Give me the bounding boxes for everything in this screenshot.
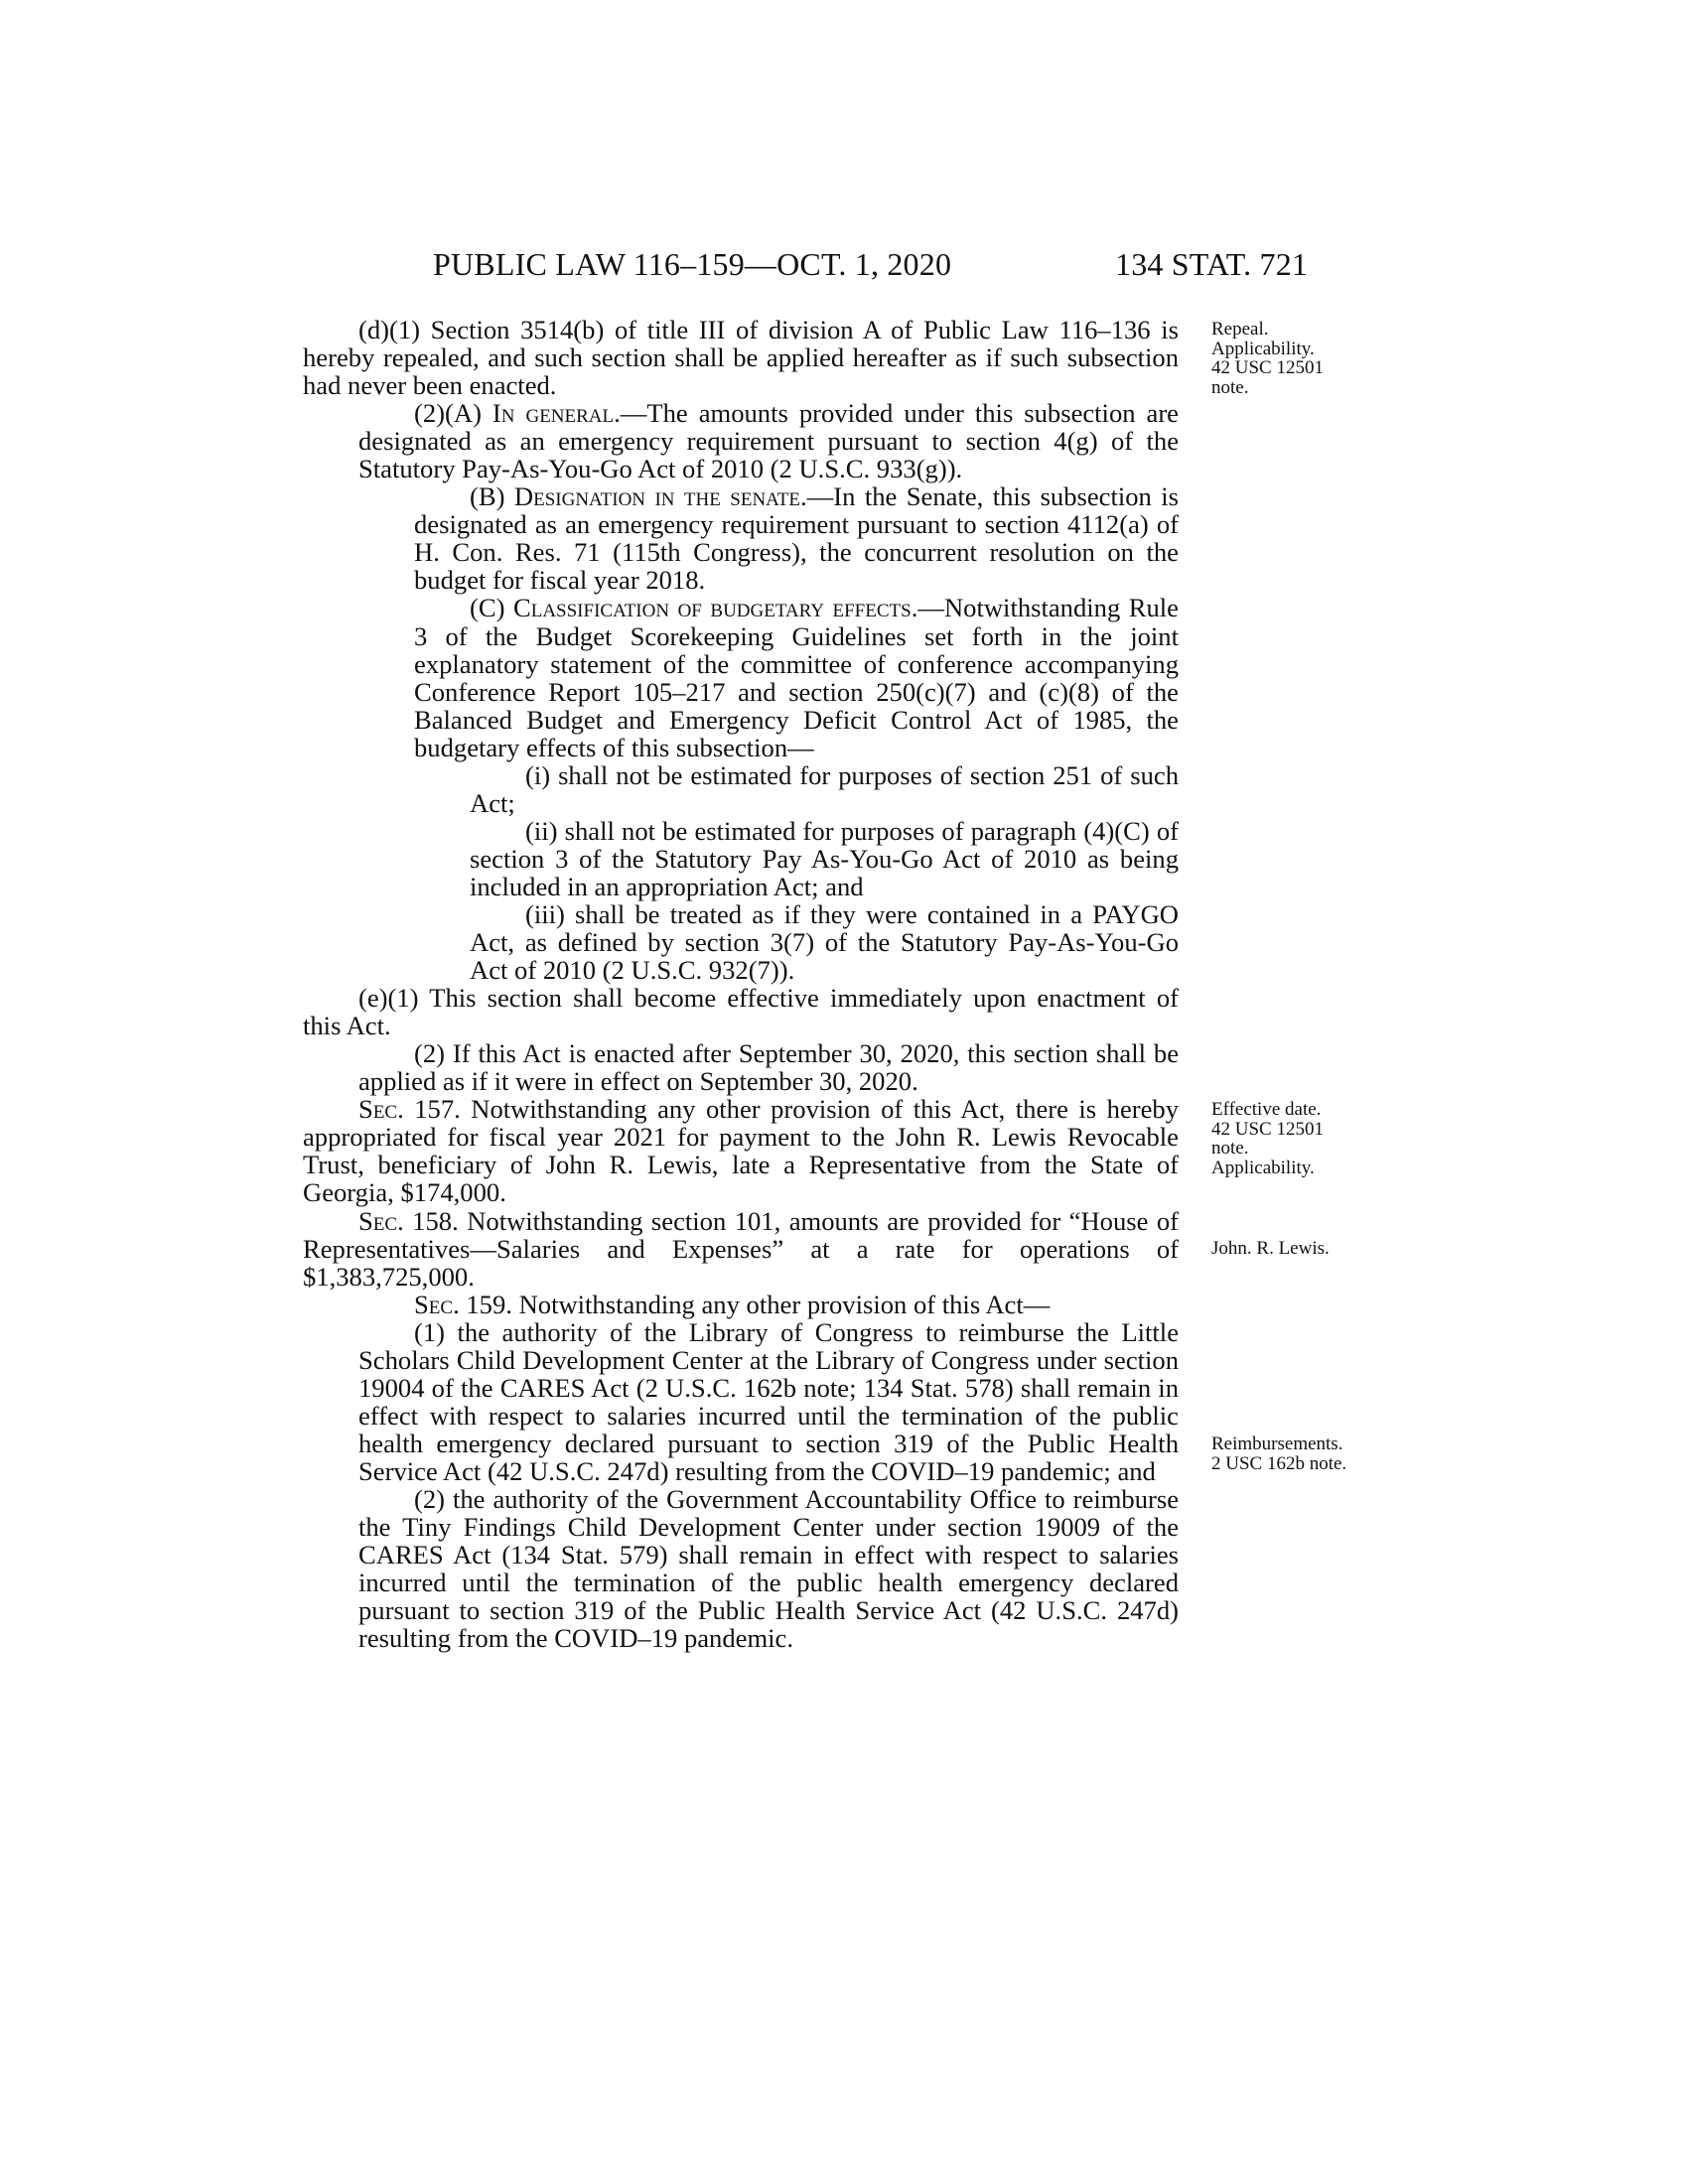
running-header-title: PUBLIC LAW 116–159—OCT. 1, 2020 — [433, 246, 952, 282]
section-159 — [303, 1291, 1179, 1318]
paragraph-heading: Classification of budgetary effects — [512, 593, 912, 623]
marginal-note-line: 42 USC 12501 — [1211, 1118, 1324, 1140]
marginal-note-line: Repeal. — [1211, 319, 1269, 340]
marginal-note-repeal — [1211, 320, 1324, 397]
clause-iii: (iii) shall be treated as if they were contained in a PAYGO Act, as defined by section 3(7) of the Statutory Pay-As-You-Go Act of 2010 (2 U.S.C. 932(7)). — [470, 898, 1179, 986]
marginal-note-line: Effective date. — [1211, 1099, 1322, 1120]
subsection-e2: (2) If this Act is enacted after September 30, 2020, this section shall be applied as if it were in effect on September 30, 2020. — [358, 1038, 1179, 1097]
clause-ii: (ii) shall not be estimated for purposes of paragraph (4)(C) of section 3 of the Statutory Pay As-You-Go Act of 2010 as being included in an appropriation Act; and — [470, 815, 1179, 901]
subsection-d2a: (2)(A) In general.—The amounts provided under this subsection are designated as an emergency requirement pursuant to section 4(g) of the Statutory Pay-As-You-Go Act of 2010 (2 U.S.C. 933(g)). — [358, 398, 1179, 484]
marginal-note-line: 42 USC 12501 — [1211, 357, 1324, 378]
marginal-note-line: Applicability. — [1211, 1157, 1315, 1178]
marginal-note-reimbursements — [1211, 1434, 1346, 1473]
section-157 — [303, 1095, 1179, 1206]
paragraph-heading: In general — [492, 398, 615, 429]
marginal-note-effective-date — [1211, 1100, 1324, 1177]
section-159-paragraph-1: (1) the authority of the Library of Congress to reimburse the Little Scholars Child Development Center at the Library of Congress under section 19004 of the CARES Act (2 U.S.C. 162b note; 134 Stat. 578) shall remain in effect with respect to salaries incurred until the termination of the public health emergency declared pursuant to section 319 of the Public Health Service Act (42 U.S.C. 247d) resulting from the COVID–19 pandemic; and — [358, 1316, 1179, 1486]
paragraph-label: (2)(A) — [414, 398, 482, 429]
subsection-e1: (e)(1) This section shall become effective immediately upon enactment of this Act. — [303, 983, 1179, 1041]
marginal-note-john-lewis — [1211, 1239, 1330, 1259]
marginal-note-line: John. R. Lewis. — [1211, 1238, 1330, 1259]
section-text: Notwithstanding any other provision of this Act, there is hereby appropriated for fiscal year 2021 for payment to the John R. Lewis Revocable Trust, beneficiary of John R. Lewis, late a Representative from the State of Georgia, $174,000. — [303, 1094, 1180, 1208]
subsection-d2c: (C) Classification of budgetary effects.—Notwithstanding Rule 3 of the Budget Scorekeeping Guidelines set forth in the joint explanatory statement of the committee of conference accompanying Conference Report 105–217 and section 250(c)(7) and (c)(8) of the Balanced Budget and Emergency Deficit Control Act of 1985, the budgetary effects of this subsection— — [414, 593, 1179, 762]
paragraph-label: (B) — [470, 481, 505, 512]
clause-i: (i) shall not be estimated for purposes of section 251 of such Act; — [470, 759, 1179, 818]
paragraph-heading: Designation in the senate — [513, 481, 801, 512]
marginal-note-line: 2 USC 162b note. — [1211, 1452, 1347, 1474]
section-label: Sec. 157. — [358, 1094, 461, 1125]
section-label: Sec. 159. — [414, 1289, 512, 1319]
statute-body — [303, 316, 1179, 1652]
section-text: Notwithstanding any other provision of this Act— — [518, 1289, 1051, 1319]
section-text: Notwithstanding section 101, amounts are provided for “House of Representatives—Salaries and Expenses” at a rate for operations of $1,383,725,000. — [303, 1205, 1180, 1292]
marginal-note-line: Reimbursements. — [1211, 1433, 1343, 1454]
marginal-note-line: Applicability. — [1211, 338, 1315, 359]
marginal-note-line: note. — [1211, 376, 1249, 398]
section-label: Sec. 158. — [358, 1205, 459, 1236]
subsection-d1: (d)(1) Section 3514(b) of title III of division A of Public Law 116–136 is hereby repealed, and such section shall be applied hereafter as if such subsection had never been enacted. — [303, 315, 1179, 401]
subsection-d2b: (B) Designation in the senate.—In the Senate, this subsection is designated as an emergency requirement pursuant to section 4112(a) of H. Con. Res. 71 (115th Congress), the concurrent resolution on the budget for fiscal year 2018. — [414, 481, 1179, 596]
paragraph-text: In the Senate, this subsection is designated as an emergency requirement pursuant to section 4112(a) of H. Con. Res. 71 (115th Congress), the concurrent resolution on the budget for fiscal year 2018. — [414, 481, 1179, 596]
paragraph-text: Notwithstanding Rule 3 of the Budget Scorekeeping Guidelines set forth in the joint explanatory statement of the committee of conference accompanying Conference Report 105–217 and section 250(c)(7) and (c)(8) of the Balanced Budget and Emergency Deficit Control Act of 1985, the budgetary effects of this subsection— — [414, 593, 1179, 762]
marginal-note-line: note. — [1211, 1138, 1249, 1159]
paragraph-label: (C) — [470, 593, 505, 623]
section-159-paragraph-2: (2) the authority of the Government Accountability Office to reimburse the Tiny Findings Child Development Center under section 19009 of the CARES Act (134 Stat. 579) shall remain in effect with respect to salaries incurred until the termination of the public health emergency declared pursuant to section 319 of the Public Health Service Act (42 U.S.C. 247d) resulting from the COVID–19 pandemic. — [358, 1483, 1179, 1654]
section-158 — [303, 1207, 1179, 1291]
running-header-page-number: 134 STAT. 721 — [1115, 246, 1309, 282]
paragraph-text: The amounts provided under this subsection are designated as an emergency requirement pursuant to section 4(g) of the Statutory Pay-As-You-Go Act of 2010 (2 U.S.C. 933(g)). — [358, 398, 1179, 484]
